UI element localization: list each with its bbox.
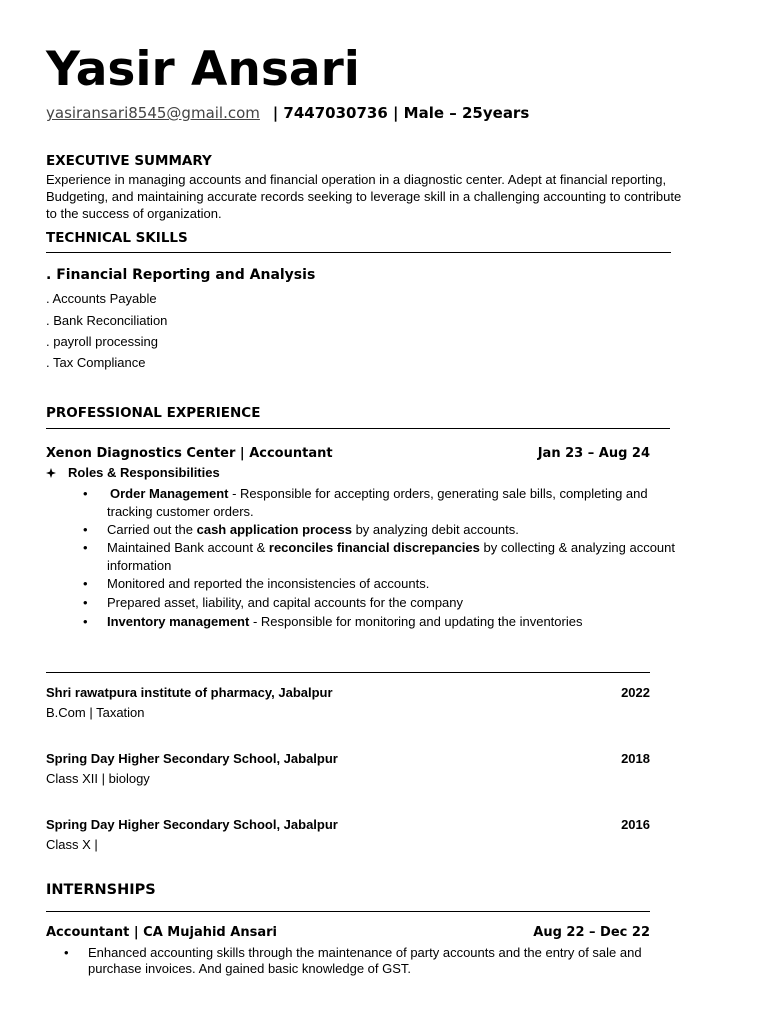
text: Prepared asset, liability, and capital accounts for the company <box>107 595 464 610</box>
bullet-icon: • <box>64 945 69 960</box>
list-item <box>83 613 667 631</box>
list-item <box>64 945 688 977</box>
candidate-name: Yasir Ansari <box>46 42 360 97</box>
bullet-icon: • <box>83 614 88 629</box>
divider <box>46 428 670 429</box>
job-title: Xenon Diagnostics Center | Accountant <box>46 446 333 461</box>
list-item <box>83 521 667 539</box>
skill-item: . payroll processing <box>46 334 158 349</box>
summary-heading: EXECUTIVE SUMMARY <box>46 153 212 169</box>
text: tracking customer orders. <box>107 504 254 519</box>
text: by analyzing debit accounts. <box>351 522 519 537</box>
diamond-bullet-icon <box>46 466 56 476</box>
contact-line <box>46 104 529 122</box>
text: by collecting & analyzing account <box>479 540 676 555</box>
bold-text: reconciles financial discrepancies <box>268 540 480 555</box>
text: Enhanced accounting skills through the maintenance of party accounts and the entry of sale and <box>88 945 642 960</box>
phone-gender-age: | 7447030736 | Male – 25years <box>272 104 530 122</box>
education-degree: Class XII | biology <box>46 771 150 786</box>
text: Carried out the <box>107 522 197 537</box>
skill-item: . Tax Compliance <box>46 355 146 370</box>
education-degree: Class X | <box>46 837 98 852</box>
text: purchase invoices. And gained basic knowledge of GST. <box>88 961 412 976</box>
internship-dates: Aug 22 – Dec 22 <box>533 925 650 940</box>
bold-text: Inventory management <box>107 614 250 629</box>
bullet-icon: • <box>83 486 88 501</box>
text: - Responsible for accepting orders, generating sale bills, completing and <box>228 486 648 501</box>
email-link[interactable]: yasiransari8545@gmail.com <box>46 104 260 122</box>
internships-heading: INTERNSHIPS <box>46 882 156 898</box>
internship-title: Accountant | CA Mujahid Ansari <box>46 925 277 940</box>
bullet-icon: • <box>83 595 88 610</box>
summary-line: Experience in managing accounts and financial operation in a diagnostic center. Adept at financial reporting, <box>46 172 667 187</box>
list-item <box>83 594 667 612</box>
bold-text: cash application process <box>196 522 352 537</box>
education-year: 2018 <box>621 751 650 766</box>
education-degree: B.Com | Taxation <box>46 705 145 720</box>
list-item <box>83 575 667 593</box>
bullet-icon: • <box>83 522 88 537</box>
bold-text: Order Management <box>110 486 229 501</box>
divider <box>46 252 671 253</box>
experience-heading: PROFESSIONAL EXPERIENCE <box>46 405 261 421</box>
summary-line: to the success of organization. <box>46 206 222 221</box>
roles-label: Roles & Responsibilities <box>68 465 220 480</box>
education-institution: Spring Day Higher Secondary School, Jabalpur <box>46 817 338 832</box>
education-year: 2016 <box>621 817 650 832</box>
text: Monitored and reported the inconsistencies of accounts. <box>107 576 430 591</box>
list-item <box>83 485 667 521</box>
text: information <box>107 558 172 573</box>
summary-line: Budgeting, and maintaining accurate records seeking to leverage skill in a challenging accounting to contribute <box>46 189 682 204</box>
education-institution: Shri rawatpura institute of pharmacy, Jabalpur <box>46 685 333 700</box>
bullet-icon: • <box>83 540 88 555</box>
bullet-icon: • <box>83 576 88 591</box>
job-dates: Jan 23 – Aug 24 <box>537 446 650 461</box>
text: - Responsible for monitoring and updating the inventories <box>249 614 583 629</box>
education-year: 2022 <box>621 685 650 700</box>
education-institution: Spring Day Higher Secondary School, Jabalpur <box>46 751 338 766</box>
divider <box>46 911 650 912</box>
skills-heading: TECHNICAL SKILLS <box>46 230 188 246</box>
roles-heading <box>46 465 220 480</box>
skill-item: . Accounts Payable <box>46 291 157 306</box>
skill-item: . Bank Reconciliation <box>46 313 168 328</box>
skill-primary: . Financial Reporting and Analysis <box>46 267 316 283</box>
summary-text <box>46 171 686 222</box>
list-item <box>83 539 687 575</box>
divider <box>46 672 650 673</box>
text: Maintained Bank account & <box>107 540 269 555</box>
